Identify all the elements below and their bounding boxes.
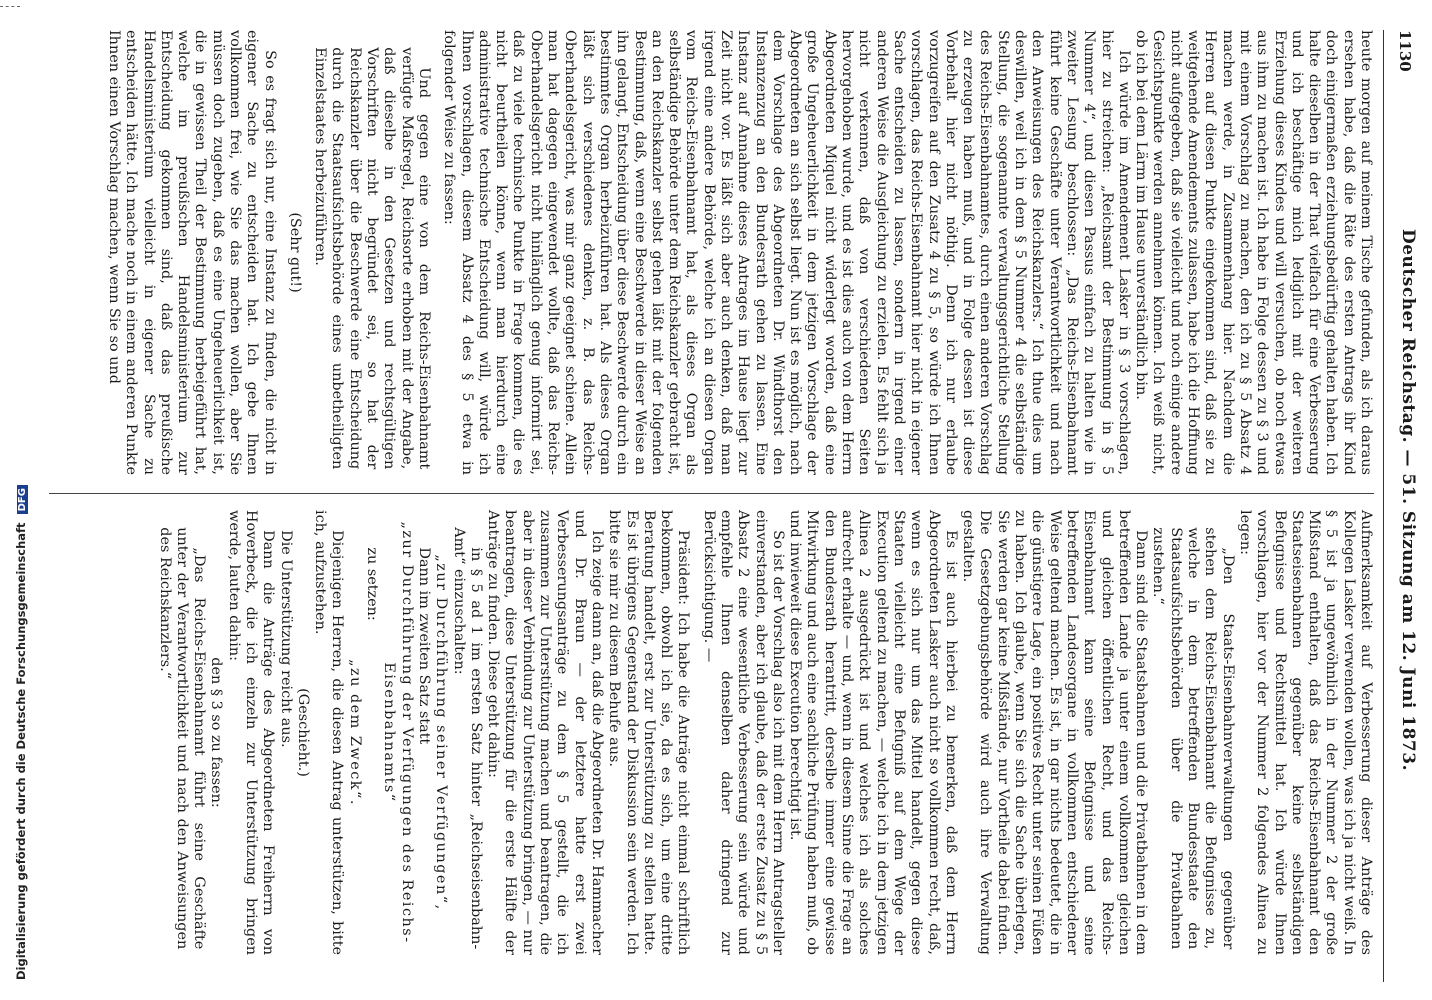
president-statement: Präsident: Ich habe die Anträge nicht einmal schriftlich bekommen, obwohl ich sie, da es sich, um eine dritte Beratung handelt, erst zur Unterstützung zu stellen hatte. Es ist übrigens Gegenstand der Diskussion sein werden. Ich bitte sie mir zu diesem Behufe aus. <box>606 510 692 955</box>
paragraph: Diejenigen Herren, die diesen Antrag unterstützen, bitte ich, aufzustehen. <box>312 510 346 955</box>
paragraph: Ich zeige dann an, daß die Abgeordneten Dr. Hammacher und Dr. Braun — der letztere hatte erst zwei Verbesserungsanträge zu dem § 5 gestellt, die ich zusammen zur Unterstützung machen und beantragen, die aber in dieser Verbindung zur Unterstützung bringen, — nur beantragen, diese Unterstützung für die erste Hälfte der Anträge zu finden. Diese geht dahin: <box>485 510 605 955</box>
column-divider <box>49 493 1374 494</box>
quoted-paragraph: „Das Reichs-Eisenbahnamt führt seine Geschäfte unter der Verantwortlichkeit und nach den Anweisungen des Reichskanzlers.“ <box>156 527 208 950</box>
paragraph: Aufmerksamkeit auf Verbesserung dieser Anträge des Kollegen Lasker verwenden wollen, was ich ja nicht weiß. In § 5 ist ja ungewöhnlich in der Nummer 2 der große Mißstand enthalten, daß das Reichs-Eisenbahnamt den Staatseisenbahnen gegenüber keine selbständigen Befugnisse und Rechtsmittel hat. Ich würde Ihnen vorschlagen, hier vor der Nummer 2 folgendes Alinea zu legen: <box>1236 510 1374 955</box>
paragraph: So ist der Vorschlag also ich mit dem Herrn Antragsteller einverstanden, aber ich glaube, daß der erste Zusatz zu § 5 Absatz 2 eine wesentliche Verbesserung sein würde und empfehle Ihnen denselben daher dringend zur Berücksichtigung. — <box>700 510 786 955</box>
paragraph: Es ist auch hierbei zu bemerken, daß dem Herrn Abgeordneten Lasker auch nicht so vollkommen recht, daß, wenn es sich nur um das Mittel handelt, gegen diese Staaten vielleicht eine Befugniß auf dem Wege der Execution geltend zu machen, — welche ich in dem jetzigen Alinea 2 ausgedrückt ist und welches ich als solches aufrecht erhalte — und, wenn in diesem Sinne die Frage an den Bundesrath herantritt, derselbe immer eine gewisse Mitwirkung und auch eine sachliche Prüfung haben muß, ob und inwieweit diese Execution berechtigt ist. <box>787 510 959 955</box>
page-number: 1130 <box>1396 30 1414 72</box>
amendment-quote: „zu dem Zweck“. <box>346 659 363 806</box>
interjection: (Sehr gut!) <box>286 212 303 293</box>
running-title: Deutscher Reichstag. — 51. Sitzung am 12. Juni 1873. <box>1398 229 1418 771</box>
footer-strip <box>0 0 26 1000</box>
scan-mark <box>0 6 20 9</box>
amendment-quote: „zur Durchführung seiner Verfügungen“, <box>433 554 450 911</box>
text-column-left <box>105 30 1374 475</box>
dfg-logo-icon: DFG <box>17 485 28 514</box>
paragraph: So es fragt sich nur, eine Instanz zu finden, die nicht in eigener Sache zu entscheiden hat. Ich gebe Ihnen vollkommen frei, wie Sie das machen wollen, aber Sie müssen doch zugeben, daß es eine Ungeheuerlichkeit ist, die in gewissen Theil der Bestimmung herbeigeführt hat, welche im preußischen Handelsministerium zur Entscheidung gekommen sind, daß das preußische Handelsministerium vielleicht in eigener Sache zu entscheiden hätte. Ich mache noch in einem anderen Punkte Ihnen einen Vorschlag machen, wenn Sie so und <box>105 30 278 475</box>
digitization-credit <box>14 485 28 980</box>
amendment-quote: „zur Durchführung der Verfügungen des Reichs-Eisenbahnamts“ <box>381 521 415 944</box>
text-column-right <box>155 510 1374 955</box>
paragraph: Dann die Anträge des Abgeordneten Freiherrn von Hoverbeck, die ich einzeln zur Unterstützung bringen werde, lauten dahin: <box>225 510 277 955</box>
amendment-line: den § 3 so zu fassen: <box>208 657 225 808</box>
amendment-line: zu setzen: <box>364 547 381 621</box>
header-rule <box>1383 30 1384 982</box>
amendment-line: Dann im zweiten Satz statt <box>415 547 432 745</box>
quoted-paragraph: Und gegen eine von dem Reichs-Eisenbahnamt verfügte Maßregel, Reichsorte erhoben mit der Angabe, daß dieselbe in den Gesetzen und rechtsgültigen Vorschriften nicht begründet sei, so hat der Reichskanzler über die Beschwerde eine Entscheidung durch die Staatsaufsichtsbehörde eines unbetheiligten Einzelstaates herbeizuführen. <box>312 47 432 470</box>
paragraph: Dann sind die Staatsbahnen und die Privatbahnen in dem betreffenden Lande ja unter einem vollkommen gleichen und gleichen öffentlichen Recht, und das Reichs-Eisenbahnamt kann seine Befugnisse und seine betreffenden Landesorgane in vollkommen entschiedener Weise geltend machen. Es ist, in gar nichts bedeutet, die in die günstigere Lage, ein positives Recht unter seinen Füßen zu haben. Ich glaube, wenn Sie sich die Sache überlegen, Sie werden gar keine Mißstände, nur Vortheile dabei finden. Die Gesetzgebungsbehörde wird auch ihre Verwaltung gestalten. <box>960 510 1150 955</box>
paragraph: Die Unterstützung reicht aus. <box>277 530 294 748</box>
paragraph: heute morgen auf meinem Tische gefunden, als ich daraus ersehen habe, daß die Räte des ersten Antrags ihr Kind doch einigermaßen erziehungsbedürftig gehalten haben. Ich halte dieselben in der That vielfach für eine Verbesserung und ich beschäftige mich lediglich mit der weiteren Erziehung dieses Kindes und will versuchen, ob noch etwas aus ihm zu machen ist. Ich habe in Folge dessen zu § 3 und mit einem Vorschlag zu machen, den ich zu § 5 Absatz 4 machen werde, in Zusammenhang hier. Nachdem die Herren auf diesen Punkte eingekommen sind, daß sie zu weitgehende Amendements zulassen, habe ich die Hoffnung nicht aufgegeben, daß sie vielleicht und noch einige andere Gesichtspunkte werden annehmen können. Ich weiß nicht, ob ich bei dem Lärm im Hause unverständlich bin. <box>1133 30 1374 475</box>
interjection: (Geschieht.) <box>294 688 311 777</box>
paragraph: Ich würde im Amendement Lasker in § 3 vorschlagen, hier zu streichen: „Reichsamt der Bestimmung in § 5 Nummer 4“, und diesen Passus einfach zu halten wie in zweiter Lesung beschlossen: „Das Reichs-Eisenbahnamt führt keine Geschäfte unter Verantwortlichkeit und nach den Anweisungen des Reichskanzlers.“ Ich thue dies um deswillen, weil ich in dem § 5 Nummer 4 die selbständige Stellung, die sogenannte verwaltungsgerichtliche Stellung des Reichs-Eisenbahnamtes, durch einen anderen Vorschlag zu erzeugen haben muß, und in Folge dessen ist diese Vorbehalt hier nicht nöthig. Denn ich nur erlaube vorzugreifen auf den Zusatz 4 zu § 5, so würde ich Ihnen vorschlagen, das Reichs-Eisenbahnamt hier nicht in eigener Sache entscheiden zu lassen, sondern in irgend einer anderen Weise die Ausgleichung zu erzielen. Es fehlt sich ja nicht verkennen, daß von verschiedenen Seiten hervorgehoben wurde, und es ist dies auch von dem Herrn Abgeordneten Miquel nicht widerlegt worden, daß eine große Ungeheuerlichkeit in dem jetzigen Vorschlage der Abgeordneten an sich selbst liegt. Nun ist es möglich, nach dem Vorschlage des Abgeordneten Dr. Windthorst den Instanzenzug an den Bundesrath gehen zu lassen. Eine Instanz auf Annahme dieses Antrages im Hause liegt zur Zeit nicht vor. Es läßt sich aber auch denken, daß man irgend eine andere Behörde, welche ich an diesen Organ vom Reichs-Eisenbahnamt hat, als dieses Organ als selbständige Behörde unter dem Reichskanzler gebracht ist, an den Reichskanzler selbst gehen läßt mit der folgenden Bestimmung, daß, wenn eine Beschwerde in dieser Weise an ihn gelangt, Entscheidung über diese Beschwerde durch ein bestimmtes Organ herbeizuführen hat. Als dieses Organ läßt sich verschiedenes denken, z. B. das Reichs-Oberhandelsgericht, was mir ganz geeignet schiene. Allein man hat dagegen eingewendet wollte, daß das Reichs-Oberhandelsgericht nicht hinlänglich genug informirt sei, daß zu viele technische Punkte in Frage kommen, die es nicht beurtheilen könne, wenn man hierdurch eine administrative technische Entscheidung will, würde ich Ihnen vorschlagen, diesem Absatz 4 des § 5 etwa in folgender Weise zu fassen: <box>441 30 1132 475</box>
quoted-paragraph: „Den Staats-Eisenbahnverwaltungen gegenüber stehen dem Reichs-Eisenbahnamt die Befugnisse zu, welche in dem betreffenden Bundesstaate den Staatsaufsichtsbehörden über die Privatbahnen zustehen.“ <box>1150 527 1236 950</box>
amendment-line: in § 5 ad 1 im ersten Satz hinter „Reichseisenbahn-Amt“ einzuschalten: <box>450 527 484 950</box>
credit-text: Digitalisierung gefördert durch die Deutsche Forschungsgemeinschaft <box>14 522 28 980</box>
